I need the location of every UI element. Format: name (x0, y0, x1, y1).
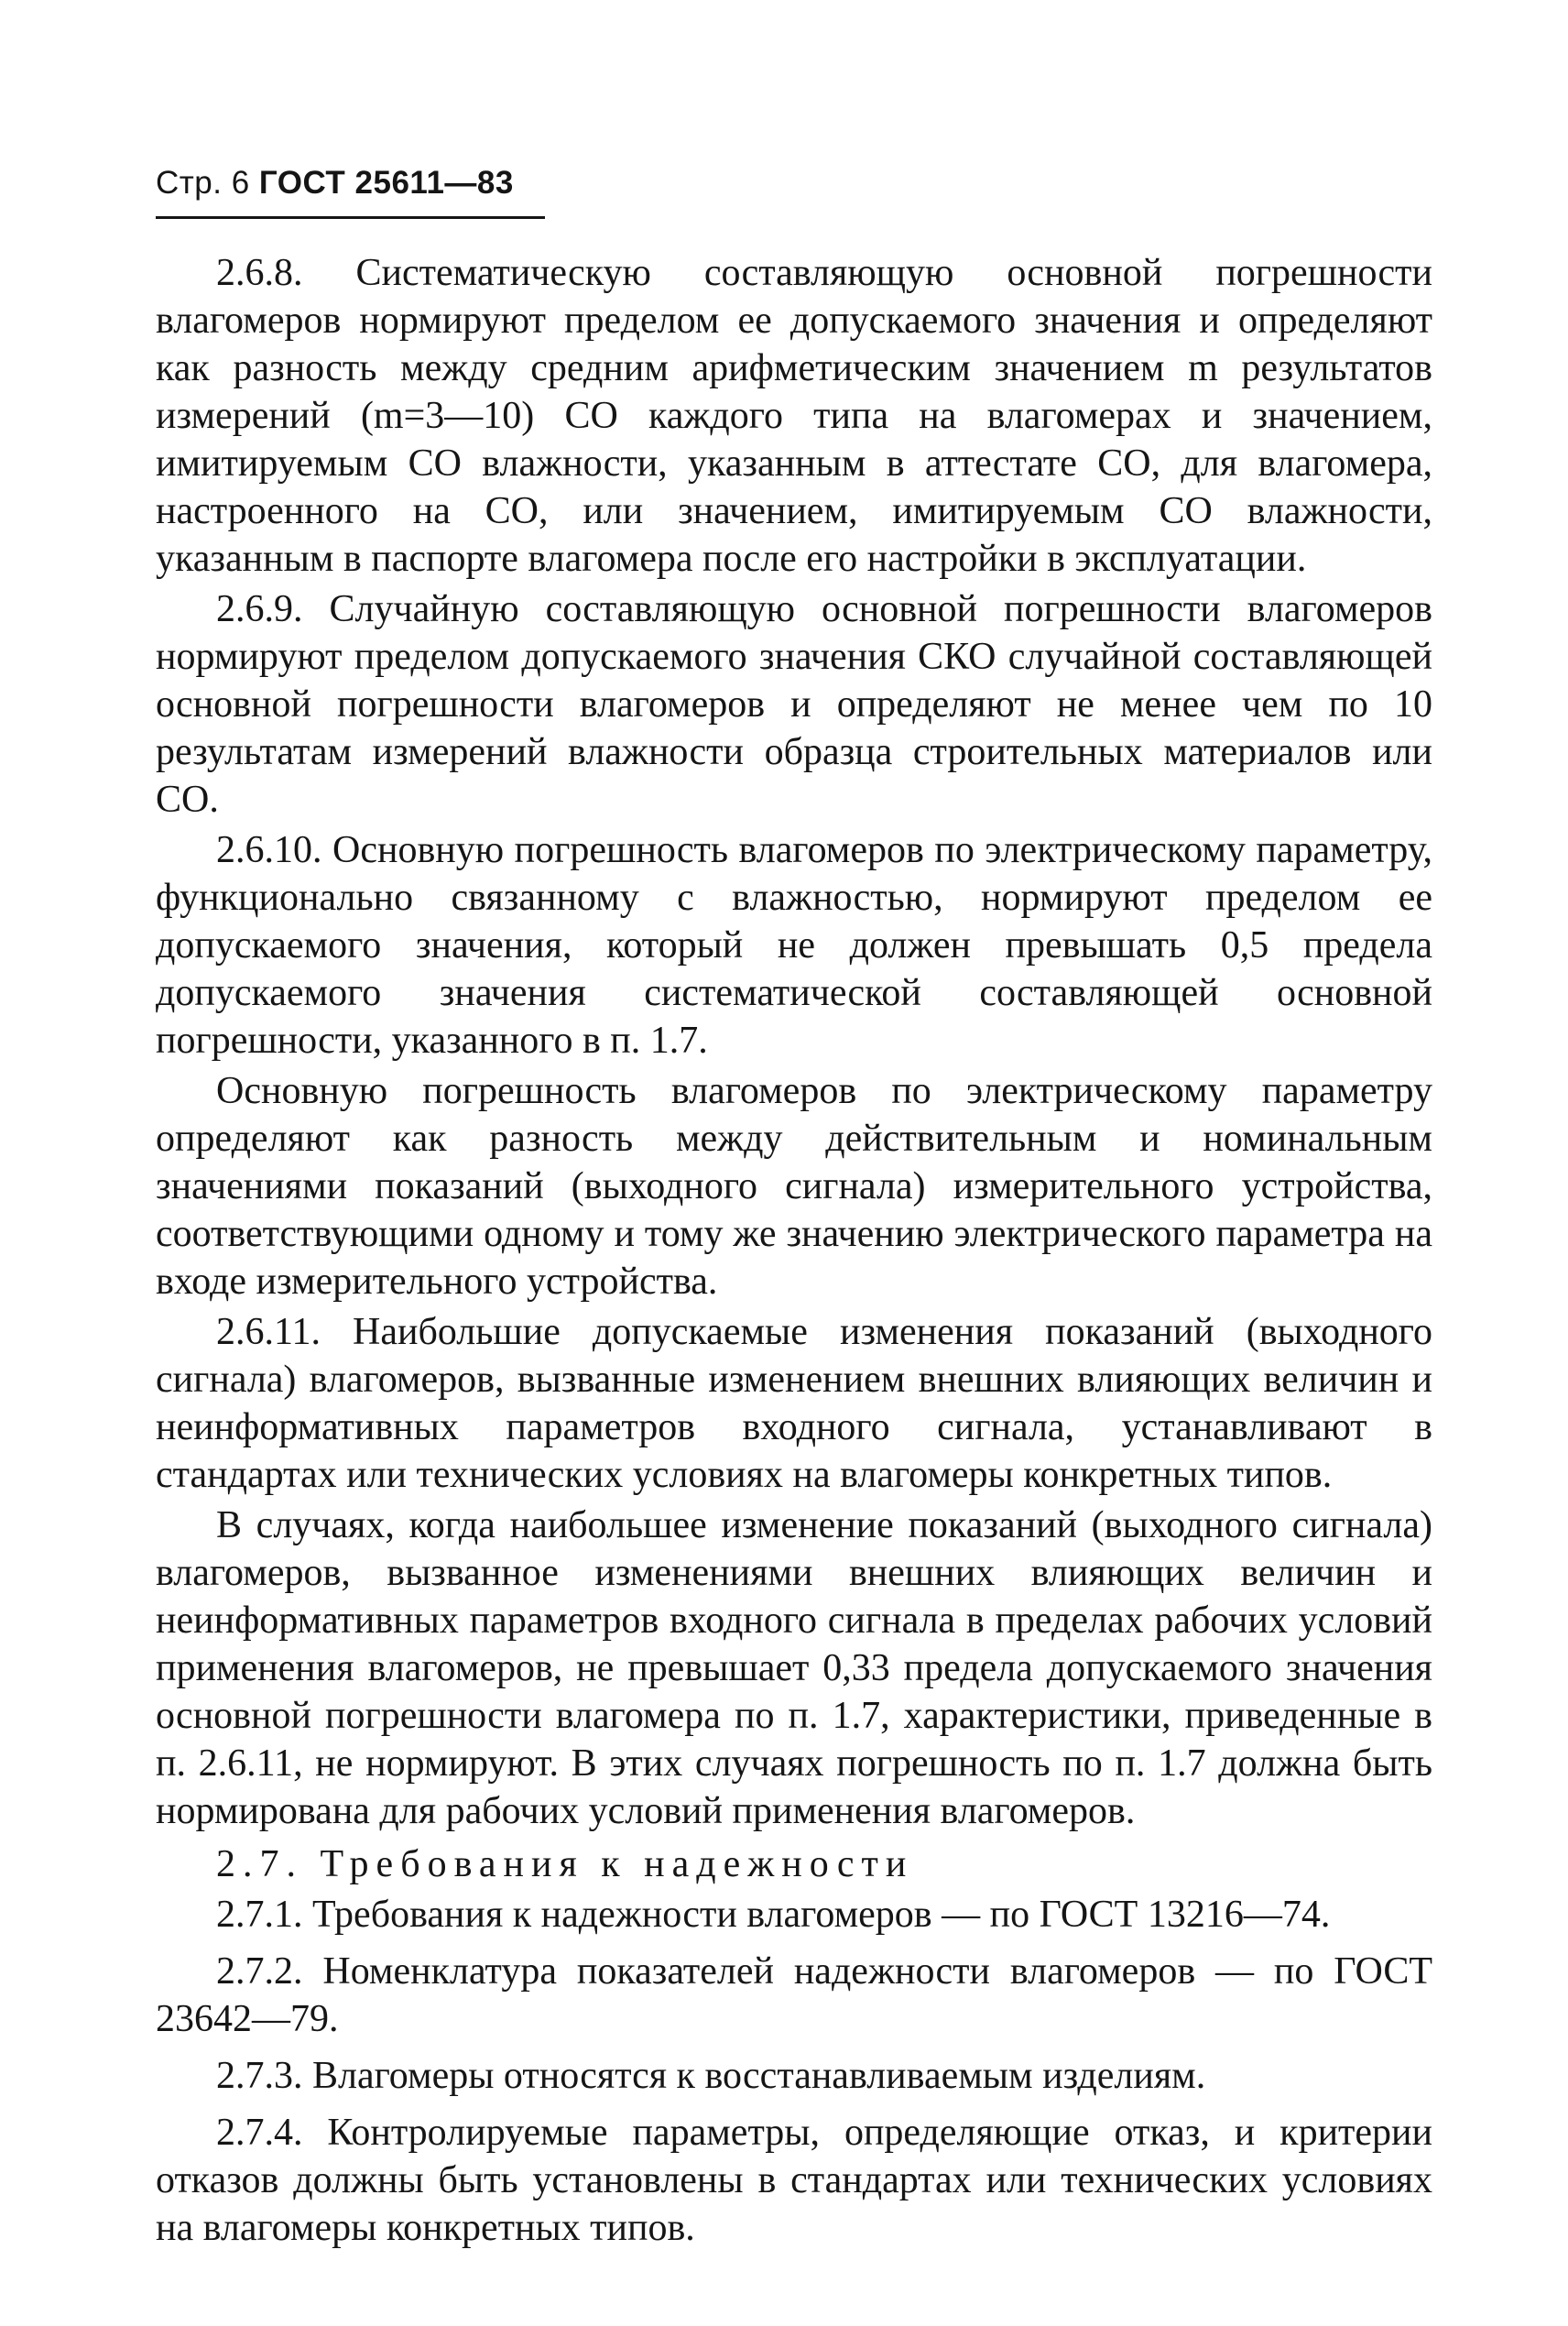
page-number: Стр. 6 (156, 165, 250, 201)
paragraph-2-7-2: 2.7.2. Номенклатура показателей надежности влагомеров — по ГОСТ 23642—79. (156, 1950, 1432, 2040)
standard-number: ГОСТ 25611—83 (258, 165, 514, 201)
paragraph-2-6-10-continued: Основную погрешность влагомеров по электрическому параметру определяют как разность между действительным и номинальным значениями показаний (выходного сигнала) измерительного устройства, соответствующими одному и тому же значению электрического параметра на входе измерительного устройства. (156, 1070, 1432, 1303)
paragraph-2-6-11: 2.6.11. Наибольшие допускаемые изменения показаний (выходного сигнала) влагомеров, вызванные изменением внешних влияющих величин и неинформативных параметров входного сигнала, устанавливают в стандартах или технических условиях на влагомеры конкретных типов. (156, 1311, 1432, 1496)
page-header (156, 165, 514, 202)
paragraph-2-6-11-continued: В случаях, когда наибольшее изменение показаний (выходного сигнала) влагомеров, вызванное изменениями внешних влияющих величин и неинформативных параметров входного сигнала в пределах рабочих условий применения влагомеров, не превышает 0,33 предела допускаемого значения основной погрешности влагомера по п. 1.7, характеристики, приведенные в п. 2.6.11, не нормируют. В этих случаях погрешность по п. 1.7 должна быть нормирована для рабочих условий применения влагомеров. (156, 1504, 1432, 1832)
paragraph-2-6-10: 2.6.10. Основную погрешность влагомеров по электрическому параметру, функционально связанному с влажностью, нормируют пределом ее допускаемого значения, который не должен превышать 0,5 предела допускаемого значения систематической составляющей основной погрешности, указанного в п. 1.7. (156, 829, 1432, 1062)
paragraph-2-7-1: 2.7.1. Требования к надежности влагомеров — по ГОСТ 13216—74. (216, 1894, 1331, 1936)
section-heading-2-7: 2.7. Требования к надежности (216, 1843, 914, 1885)
paragraph-2-7-3: 2.7.3. Влагомеры относятся к восстанавливаемым изделиям. (216, 2055, 1206, 2097)
paragraph-2-6-9: 2.6.9. Случайную составляющую основной погрешности влагомеров нормируют пределом допускаемого значения СКО случайной составляющей основной погрешности влагомеров и определяют не менее чем по 10 результатам измерений влажности образца строительных материалов или СО. (156, 588, 1432, 821)
paragraph-2-6-8: 2.6.8. Систематическую составляющую основной погрешности влагомеров нормируют пределом ее допускаемого значения и определяют как разность между средним арифметическим значением m результатов измерений (m=3—10) СО каждого типа на влагомерах и значением, имитируемым СО влажности, указанным в аттестате СО, для влагомера, настроенного на СО, или значением, имитируемым СО влажности, указанным в паспорте влагомера после его настройки в эксплуатации. (156, 252, 1432, 580)
paragraph-2-7-4: 2.7.4. Контролируемые параметры, определяющие отказ, и критерии отказов должны быть установлены в стандартах или технических условиях на влагомеры конкретных типов. (156, 2112, 1432, 2249)
document-body (156, 249, 1432, 2255)
header-rule (156, 216, 545, 219)
